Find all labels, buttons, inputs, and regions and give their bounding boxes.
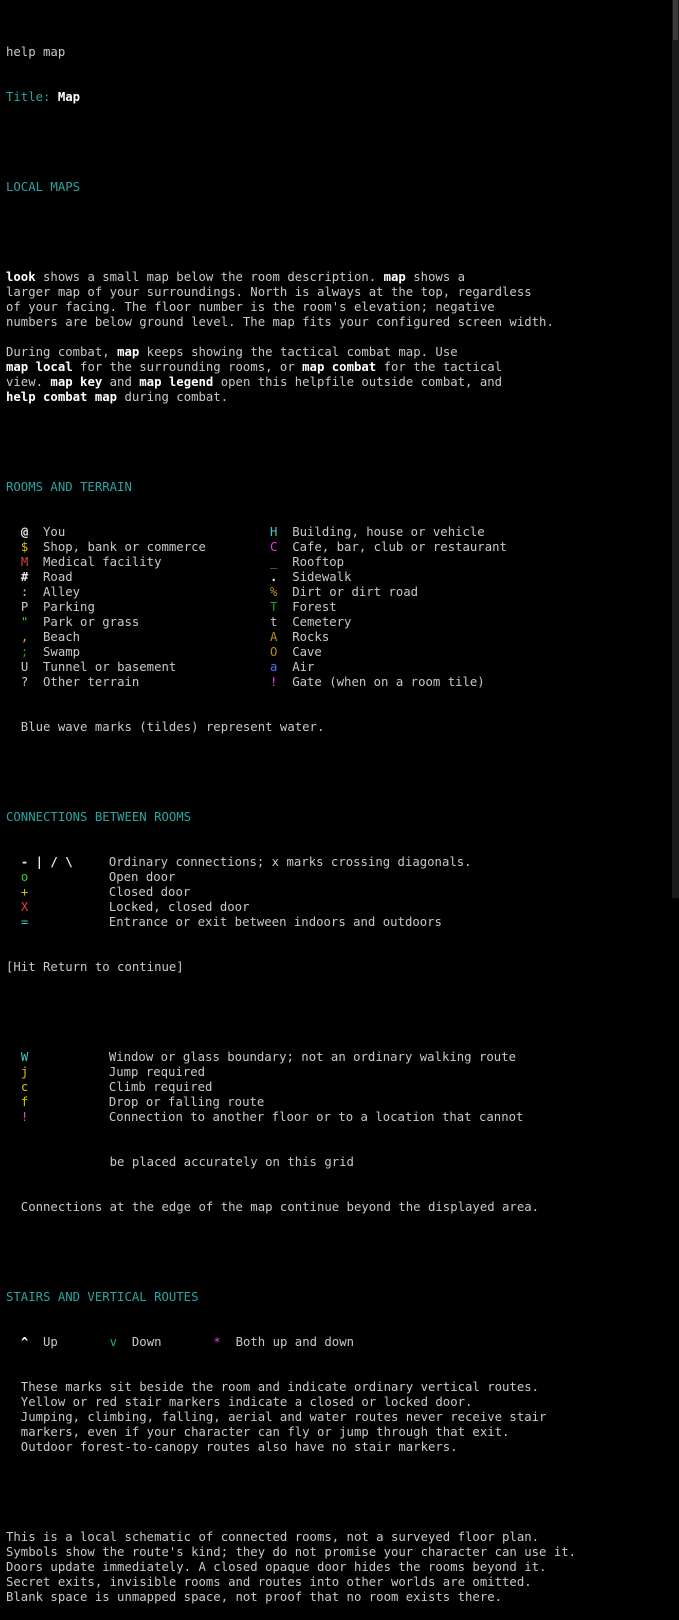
section-heading-rooms: ROOMS AND TERRAIN <box>6 480 132 494</box>
legend-symbol: ; <box>20 645 29 659</box>
legend-right-cell <box>270 540 507 555</box>
legend-label: Rooftop <box>292 555 345 569</box>
legend-symbol: ! <box>270 675 278 689</box>
local-maps-body <box>6 270 672 405</box>
paragraph-line <box>6 300 672 315</box>
paragraph-text: numbers are below ground level. The map fits your configured screen width. <box>6 315 554 329</box>
connection-symbol: X <box>20 900 29 914</box>
connection-label: Ordinary connections; x marks crossing diagonals. <box>108 855 472 869</box>
legend-row <box>6 615 672 630</box>
spacer <box>6 435 672 450</box>
closing-notes <box>6 1530 672 1605</box>
connection-symbol: f <box>20 1095 29 1109</box>
legend-symbol: % <box>270 585 278 599</box>
connection-row <box>6 1110 672 1125</box>
spacer <box>6 1485 672 1500</box>
command-keyword: map local <box>6 360 73 374</box>
scrollbar-thumb[interactable] <box>673 0 678 40</box>
legend-label: Dirt or dirt road <box>292 585 419 599</box>
legend-symbol: ? <box>20 675 29 689</box>
paragraph-line <box>6 360 672 375</box>
stairs-note-line: markers, even if your character can fly or jump through that exit. <box>6 1425 510 1439</box>
legend-label: Road <box>43 570 73 584</box>
stair-down-symbol: v <box>109 1335 118 1349</box>
paragraph-text: shows a small map below the room description. <box>35 270 384 284</box>
legend-symbol: T <box>270 600 278 614</box>
command-keyword: map <box>383 270 406 284</box>
connection-symbol: j <box>20 1065 29 1079</box>
legend-label: Park or grass <box>43 615 140 629</box>
paragraph-text: shows a <box>405 270 466 284</box>
paragraph-line <box>6 285 672 300</box>
legend-row <box>6 570 672 585</box>
legend-row <box>6 555 672 570</box>
command-echo: help map <box>6 45 66 59</box>
connection-label: Entrance or exit between indoors and outdoors <box>108 915 442 929</box>
legend-label: Gate (when on a room tile) <box>292 675 485 689</box>
spacer <box>6 1005 672 1020</box>
legend-left-cell <box>6 540 270 555</box>
legend-symbol: : <box>20 585 29 599</box>
connection-symbol: + <box>20 885 29 899</box>
legend-symbol: t <box>270 615 278 629</box>
stair-up-symbol: ^ <box>20 1335 29 1349</box>
paragraph-text: larger map of your surroundings. North is always at the top, regardless <box>6 285 532 299</box>
connection-symbol: - | / \ <box>20 855 73 869</box>
connection-symbol: c <box>20 1080 29 1094</box>
connection-label: Connection to another floor or to a location that cannot <box>108 1110 524 1124</box>
legend-left-cell <box>6 525 270 540</box>
legend-row <box>6 645 672 660</box>
title-label: Title: <box>6 90 51 104</box>
legend-label: Rocks <box>292 630 330 644</box>
legend-left-cell <box>6 675 270 690</box>
connections-legend <box>6 855 672 930</box>
stairs-note-line: Yellow or red stair markers indicate a closed or locked door. <box>6 1395 473 1409</box>
closing-line: Symbols show the route's kind; they do not promise your character can use it. <box>6 1545 577 1559</box>
legend-row <box>6 600 672 615</box>
connection-symbol: W <box>20 1050 29 1064</box>
command-keyword: map key <box>50 375 103 389</box>
legend-right-cell <box>270 585 418 600</box>
command-keyword: map combat <box>302 360 377 374</box>
legend-label: You <box>43 525 66 539</box>
legend-left-cell <box>6 585 270 600</box>
connection-label: Open door <box>108 870 176 884</box>
legend-right-cell <box>270 615 351 630</box>
section-heading-connections: CONNECTIONS BETWEEN ROOMS <box>6 810 192 824</box>
legend-label: Cafe, bar, club or restaurant <box>292 540 507 554</box>
closing-line: Secret exits, invisible rooms and routes into other worlds are omitted. <box>6 1575 532 1589</box>
legend-symbol: O <box>270 645 278 659</box>
stair-down-label: Down <box>131 1335 162 1349</box>
paragraph-line <box>6 390 672 405</box>
legend-left-cell <box>6 630 270 645</box>
spacer <box>6 225 672 240</box>
legend-label: Forest <box>292 600 337 614</box>
legend-symbol: , <box>20 630 29 644</box>
paragraph-text: During combat, <box>6 345 118 359</box>
legend-symbol: # <box>20 570 29 584</box>
rooms-legend <box>6 525 672 690</box>
paragraph-line <box>6 315 672 330</box>
legend-symbol: " <box>20 615 29 629</box>
spacer <box>6 330 672 345</box>
legend-symbol: a <box>270 660 278 674</box>
legend-right-cell <box>270 660 314 675</box>
connection-row <box>6 1095 672 1110</box>
command-keyword: map <box>117 345 140 359</box>
connection-label: Climb required <box>108 1080 213 1094</box>
paragraph-text: for the tactical <box>376 360 503 374</box>
legend-symbol: U <box>20 660 29 674</box>
paragraph-text: of your facing. The floor number is the room's elevation; negative <box>6 300 495 314</box>
legend-left-cell <box>6 645 270 660</box>
spacer <box>6 765 672 780</box>
spacer <box>6 135 672 150</box>
connection-symbol: = <box>20 915 29 929</box>
closing-line: Blank space is unmapped space, not proof that no room exists there. <box>6 1590 503 1604</box>
legend-right-cell <box>270 600 337 615</box>
title-value: Map <box>57 90 81 104</box>
connection-row <box>6 855 672 870</box>
connection-symbol: ! <box>20 1110 29 1124</box>
paragraph-line <box>6 270 672 285</box>
stairs-notes <box>6 1380 672 1455</box>
connections-wrap-line: be placed accurately on this grid <box>6 1155 354 1169</box>
section-heading-stairs: STAIRS AND VERTICAL ROUTES <box>6 1290 199 1304</box>
legend-symbol: C <box>270 540 278 554</box>
stairs-legend-row <box>6 1335 672 1350</box>
legend-label: Medical facility <box>43 555 162 569</box>
legend-label: Sidewalk <box>292 570 352 584</box>
legend-label: Shop, bank or commerce <box>43 540 206 554</box>
connection-row <box>6 915 672 930</box>
rooms-water-note: Blue wave marks (tildes) represent water. <box>6 720 325 734</box>
legend-label: Building, house or vehicle <box>292 525 485 539</box>
pager-prompt[interactable]: [Hit Return to continue] <box>6 960 184 974</box>
paragraph-line <box>6 375 672 390</box>
closing-line: This is a local schematic of connected rooms, not a surveyed floor plan. <box>6 1530 540 1544</box>
legend-symbol: _ <box>270 555 278 569</box>
help-title-line <box>6 90 672 105</box>
command-keyword: help combat map <box>6 390 118 404</box>
legend-symbol: $ <box>20 540 29 554</box>
legend-right-cell <box>270 555 344 570</box>
section-heading-local-maps: LOCAL MAPS <box>6 180 81 194</box>
connection-label: Closed door <box>108 885 191 899</box>
legend-label: Tunnel or basement <box>43 660 177 674</box>
legend-row <box>6 660 672 675</box>
legend-symbol: M <box>20 555 29 569</box>
legend-label: Beach <box>43 630 81 644</box>
stairs-note-line: These marks sit beside the room and indicate ordinary vertical routes. <box>6 1380 540 1394</box>
legend-symbol: P <box>20 600 29 614</box>
legend-label: Parking <box>43 600 95 614</box>
stair-both-symbol: * <box>213 1335 221 1349</box>
legend-label: Cave <box>292 645 322 659</box>
legend-label: Other terrain <box>43 675 140 689</box>
paragraph-text: during combat. <box>117 390 229 404</box>
connection-label: Window or glass boundary; not an ordinary walking route <box>108 1050 516 1064</box>
legend-symbol: H <box>270 525 278 539</box>
legend-label: Air <box>292 660 315 674</box>
legend-right-cell <box>270 630 329 645</box>
legend-right-cell <box>270 570 351 585</box>
stair-both-label: Both up and down <box>235 1335 355 1349</box>
legend-left-cell <box>6 600 270 615</box>
paragraph-text: and <box>102 375 140 389</box>
legend-label: Swamp <box>43 645 81 659</box>
paragraph-text: view. <box>6 375 51 389</box>
command-keyword: map legend <box>139 375 214 389</box>
connection-symbol: o <box>20 870 29 884</box>
terminal-scrollbar[interactable] <box>672 0 679 898</box>
paragraph-line <box>6 345 672 360</box>
legend-symbol: @ <box>20 525 29 539</box>
connection-row <box>6 900 672 915</box>
connection-row <box>6 870 672 885</box>
legend-right-cell <box>270 645 322 660</box>
stairs-note-line: Jumping, climbing, falling, aerial and water routes never receive stair <box>6 1410 547 1424</box>
legend-symbol: A <box>270 630 278 644</box>
legend-symbol: . <box>270 570 278 584</box>
legend-right-cell <box>270 675 485 690</box>
closing-line: Doors update immediately. A closed opaque door hides the rooms beyond it. <box>6 1560 547 1574</box>
legend-label: Alley <box>43 585 81 599</box>
connection-row <box>6 1065 672 1080</box>
connection-row <box>6 1050 672 1065</box>
stairs-note-line: Outdoor forest-to-canopy routes also have no stair markers. <box>6 1440 458 1454</box>
paragraph-text: open this helpfile outside combat, and <box>213 375 503 389</box>
spacer <box>6 1245 672 1260</box>
paragraph-text: keeps showing the tactical combat map. Use <box>139 345 458 359</box>
legend-left-cell <box>6 660 270 675</box>
paragraph-text: for the surrounding rooms, or <box>72 360 303 374</box>
legend-left-cell <box>6 615 270 630</box>
connection-row <box>6 1080 672 1095</box>
legend-label: Cemetery <box>292 615 352 629</box>
connections-edge-note: Connections at the edge of the map continue beyond the displayed area. <box>6 1200 540 1214</box>
legend-row <box>6 675 672 690</box>
legend-right-cell <box>270 525 485 540</box>
legend-row <box>6 585 672 600</box>
connection-row <box>6 885 672 900</box>
connection-label: Locked, closed door <box>108 900 250 914</box>
connection-label: Drop or falling route <box>108 1095 265 1109</box>
command-keyword: look <box>6 270 36 284</box>
legend-left-cell <box>6 570 270 585</box>
legend-row <box>6 525 672 540</box>
connections-legend-continued <box>6 1050 672 1125</box>
legend-row <box>6 630 672 645</box>
legend-left-cell <box>6 555 270 570</box>
stair-up-label: Up <box>43 1335 58 1349</box>
connection-label: Jump required <box>108 1065 206 1079</box>
legend-row <box>6 540 672 555</box>
